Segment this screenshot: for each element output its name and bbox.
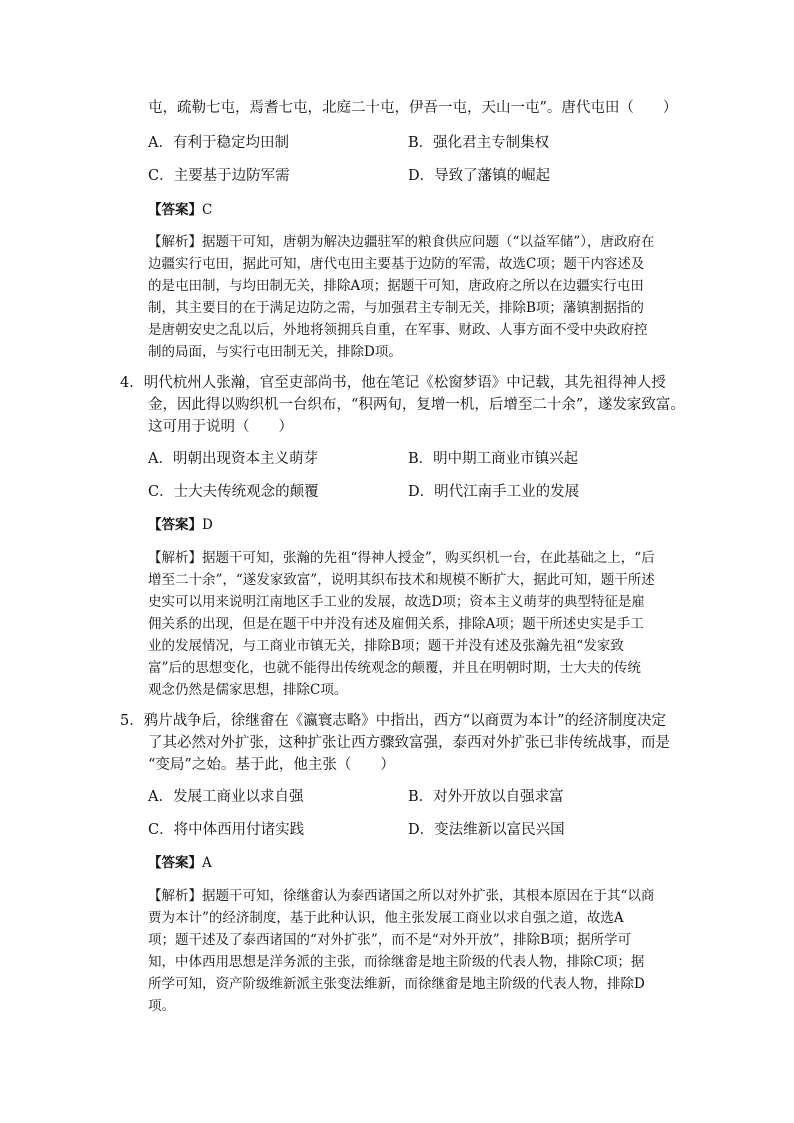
q3-analysis-line-1: 边疆实行屯田，据此可知，唐代屯田主要基于边防的军需，故选C项；题干内容述及 <box>148 256 645 272</box>
q3-option-a: A．有利于稳定均田制 <box>148 135 289 151</box>
q4-answer-label: 【答案】 <box>148 517 202 533</box>
q5-answer <box>148 853 212 873</box>
q5-stem-line-1: 了其必然对外扩张，这种扩张让西方骤致富强，泰西对外扩张已非传统战事，而是 <box>148 735 670 751</box>
q5-option-c: C．将中体西用付诸实践 <box>148 822 305 838</box>
q5-stem-line-2: “变局”之始。基于此，他主张（ ） <box>148 757 395 773</box>
q5-stem-line-0: 5．鸦片战争后，徐继畬在《瀛寰志略》中指出，西方“以商贾为本计”的经济制度决定 <box>120 713 667 729</box>
q4-analysis-line-0: 【解析】据题干可知，张瀚的先祖“得神人授金”，购买织机一台，在此基础之上，“后 <box>148 550 655 566</box>
q5-analysis-line-0: 【解析】据题干可知，徐继畬认为泰西诸国之所以对外扩张，其根本原因在于其“以商 <box>148 888 655 904</box>
q3-option-b: B．强化君主专制集权 <box>408 135 550 151</box>
q3-analysis-line-5: 制的局面，与实行屯田制无关，排除D项。 <box>148 344 402 360</box>
q4-answer-value: D <box>202 517 213 533</box>
q3-option-d: D．导致了藩镇的崛起 <box>408 168 551 184</box>
q3-analysis-line-4: 是唐朝安史之乱以后，外地将领拥兵自重，在军事、财政、人事方面不受中央政府控 <box>148 322 648 338</box>
q5-answer-value: A <box>202 855 212 871</box>
q4-option-c: C．士大夫传统观念的颠覆 <box>148 484 319 500</box>
q5-analysis-line-4: 所学可知，资产阶级维新派主张变法维新，而徐继畬是地主阶级的代表人物，排除D <box>148 976 645 992</box>
q3-answer-value: C <box>202 202 213 218</box>
q4-stem-line-1: 金，因此得以购织机一台织布，“积两旬，复增一机，后增至二十余”，遂发家致富。 <box>148 397 685 413</box>
q3-option-c: C．主要基于边防军需 <box>148 168 290 184</box>
q5-option-a: A．发展工商业以求自强 <box>148 789 304 805</box>
q5-analysis-line-5: 项。 <box>148 998 175 1014</box>
q5-option-d: D．变法维新以富民兴国 <box>408 822 565 838</box>
q4-analysis-line-2: 史实可以用来说明江南地区手工业的发展，故选D项；资本主义萌芽的典型特征是雇 <box>148 594 645 610</box>
q5-analysis-line-3: 知，中体西用思想是洋务派的主张，而徐继畬是地主阶级的代表人物，排除C项；据 <box>148 954 645 970</box>
q4-analysis-line-4: 业的发展情况，与工商业市镇无关，排除B项；题干并没有述及张瀚先祖“发家致 <box>148 638 624 654</box>
q5-option-b: B．对外开放以自强求富 <box>408 789 564 805</box>
q4-analysis-line-1: 增至二十余”，“遂发家致富”，说明其织布技术和规模不断扩大，据此可知，题干所述 <box>148 572 655 588</box>
q3-analysis-line-3: 制，其主要目的在于满足边防之需，与加强君主专制无关，排除B项；藩镇割据指的 <box>148 300 644 316</box>
q3-stem-line: 屯，疏勒七屯，焉耆七屯，北庭二十屯，伊吾一屯，天山一屯”。唐代屯田（ ） <box>148 100 678 116</box>
q4-stem-line-2: 这可用于说明（ ） <box>148 419 293 435</box>
q3-answer-label: 【答案】 <box>148 202 202 218</box>
q4-stem-line-0: 4．明代杭州人张瀚，官至吏部尚书，他在笔记《松窗梦语》中记载，其先祖得神人授 <box>120 375 666 391</box>
q5-analysis-line-1: 贾为本计”的经济制度，基于此种认识，他主张发展工商业以求自强之道，故选A <box>148 910 624 926</box>
q5-analysis-line-2: 项；题干述及了泰西诸国的“对外扩张”，而不是“对外开放”，排除B项；据所学可 <box>148 932 632 948</box>
q4-option-b: B．明中期工商业市镇兴起 <box>408 451 579 467</box>
q3-analysis-line-0: 【解析】据题干可知，唐朝为解决边疆驻军的粮食供应问题（“以益军储”），唐政府在 <box>148 234 655 250</box>
q4-option-a: A．明朝出现资本主义萌芽 <box>148 451 318 467</box>
q5-answer-label: 【答案】 <box>148 855 202 871</box>
q4-analysis-line-3: 佣关系的出现，但是在题干中并没有述及雇佣关系，排除A项；题干所述史实是手工 <box>148 616 644 632</box>
q4-option-d: D．明代江南手工业的发展 <box>408 484 580 500</box>
q4-answer <box>148 515 213 535</box>
q3-analysis-line-2: 的是屯田制，与均田制无关，排除A项；据题干可知，唐政府之所以在边疆实行屯田 <box>148 278 644 294</box>
q4-analysis-line-6: 观念仍然是儒家思想，排除C项。 <box>148 682 348 698</box>
q3-answer <box>148 200 212 220</box>
q4-analysis-line-5: 富”后的思想变化，也就不能得出传统观念的颠覆，并且在明朝时期，士大夫的传统 <box>148 660 641 676</box>
